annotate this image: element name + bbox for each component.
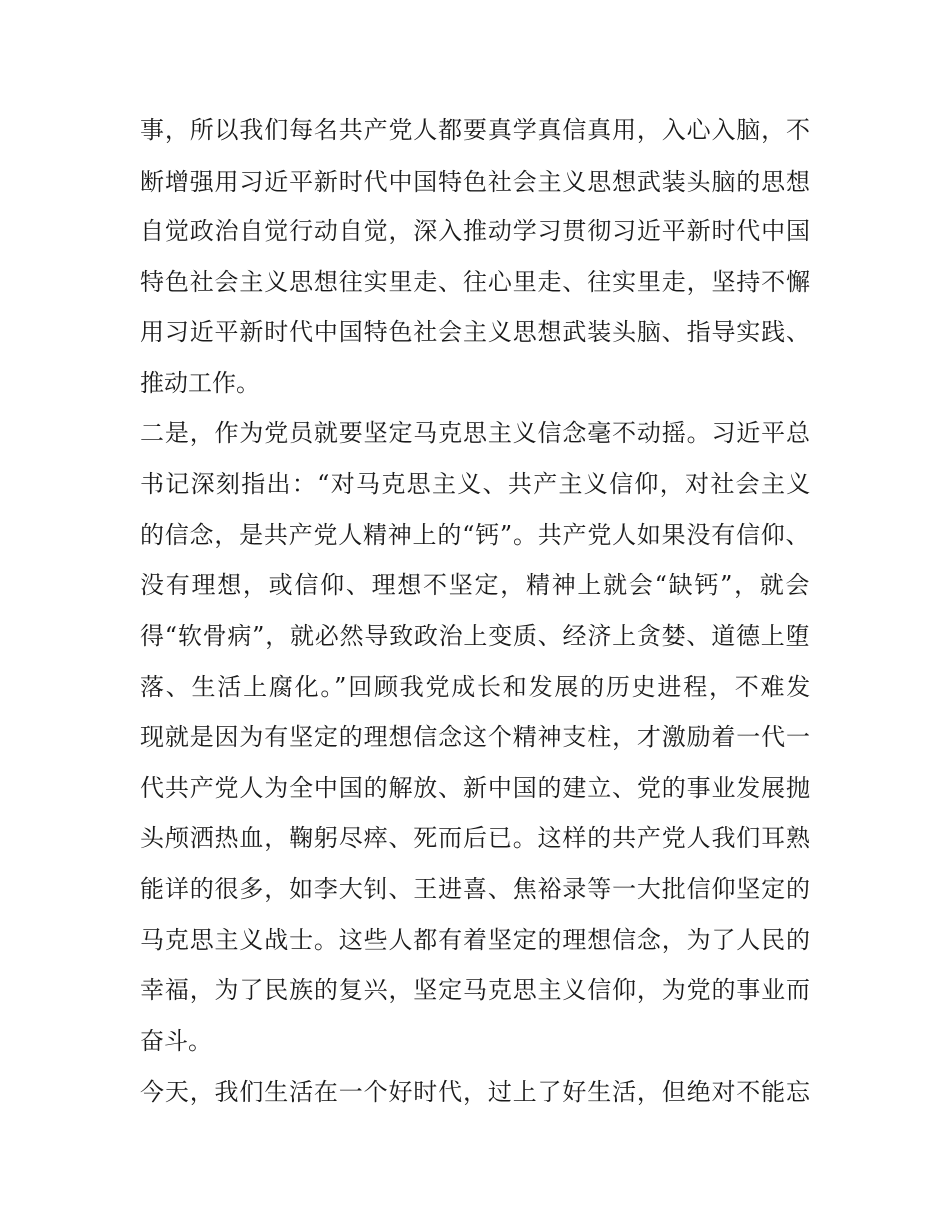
- text-line: 头颅洒热血，鞠躬尽瘁、死而后已。这样的共产党人我们耳熟: [140, 824, 811, 852]
- text-line: 代共产党人为全中国的解放、新中国的建立、党的事业发展抛: [140, 774, 811, 802]
- text-line: 得“软骨病”，就必然导致政治上变质、经济上贪婪、道德上堕: [140, 622, 811, 650]
- text-line: 特色社会主义思想往实里走、往心里走、往实里走，坚持不懈: [140, 268, 811, 296]
- text-line: 马克思主义战士。这些人都有着坚定的理想信念，为了人民的: [140, 926, 811, 954]
- text-line: 自觉政治自觉行动自觉，深入推动学习贯彻习近平新时代中国: [140, 217, 811, 245]
- text-line: 推动工作。: [140, 369, 260, 397]
- text-line: 能详的很多，如李大钊、王进喜、焦裕录等一大批信仰坚定的: [140, 875, 811, 903]
- text-line: 没有理想，或信仰、理想不坚定，精神上就会“缺钙”，就会: [140, 571, 812, 599]
- text-line: 二是，作为党员就要坚定马克思主义信念毫不动摇。习近平总: [140, 419, 811, 447]
- text-line: 断增强用习近平新时代中国特色社会主义思想武装头脑的思想: [140, 168, 811, 196]
- text-line: 用习近平新时代中国特色社会主义思想武装头脑、指导实践、: [140, 318, 811, 346]
- text-line: 的信念，是共产党人精神上的“钙”。共产党人如果没有信仰、: [140, 521, 811, 549]
- text-line: 今天，我们生活在一个好时代，过上了好生活，但绝对不能忘: [140, 1078, 811, 1106]
- text-line: 书记深刻指出：“对马克思主义、共产主义信仰，对社会主义: [140, 470, 812, 498]
- text-line: 落、生活上腐化。”回顾我党成长和发展的历史进程，不难发: [140, 673, 813, 701]
- text-line: 事，所以我们每名共产党人都要真学真信真用，入心入脑，不: [140, 116, 811, 144]
- text-line: 现就是因为有坚定的理想信念这个精神支柱，才激励着一代一: [140, 723, 811, 751]
- text-line: 奋斗。: [140, 1027, 212, 1055]
- text-line: 幸福，为了民族的复兴，坚定马克思主义信仰，为党的事业而: [140, 976, 811, 1004]
